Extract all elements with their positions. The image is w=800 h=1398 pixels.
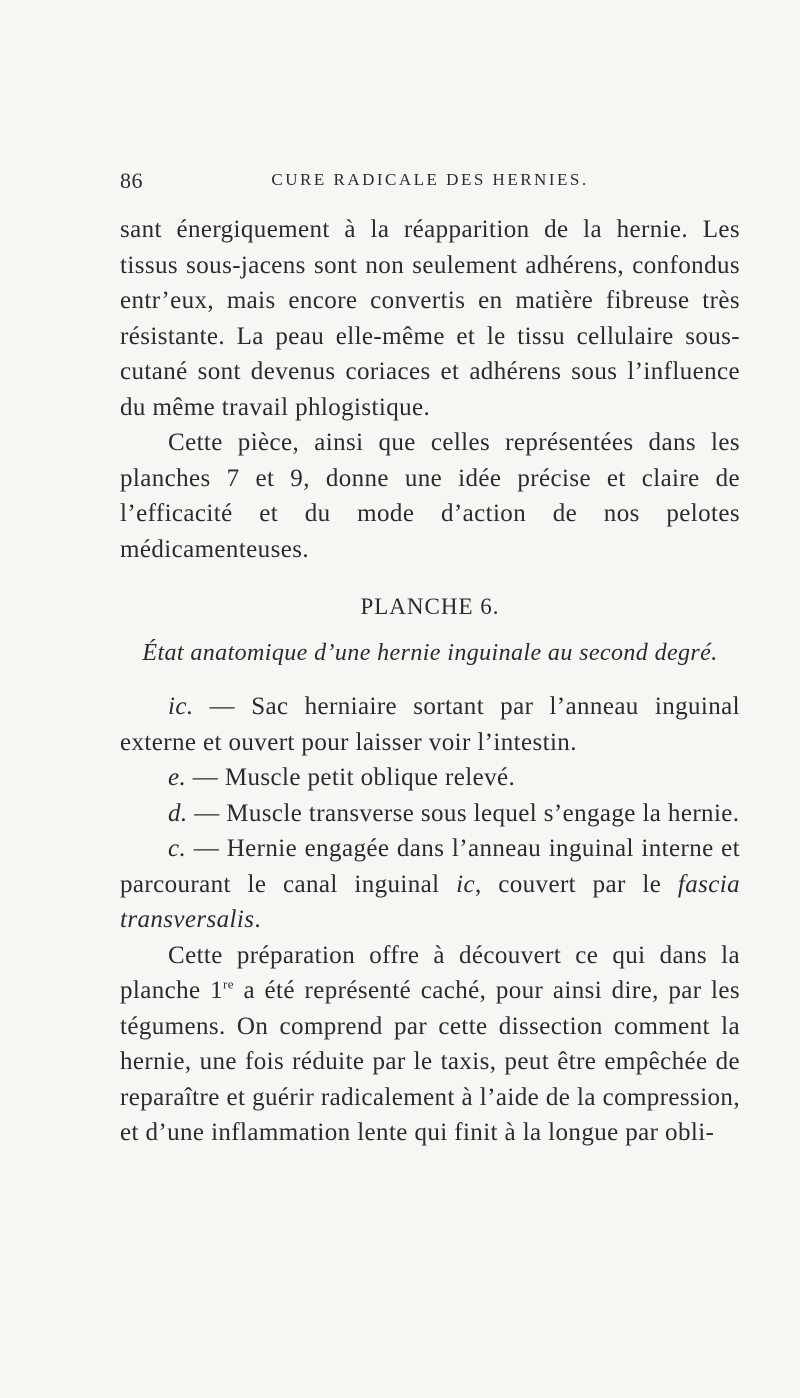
legend-entry-e (120, 760, 740, 796)
legend-text: . (254, 906, 262, 933)
closing-text: Cette préparation offre à découvert ce qui dans la planche 1 (120, 941, 740, 1004)
paragraph-continuation: sant énergiquement à la réapparition de la hernie. Les tissus sous-jacens sont non seulement adhérens, confondus entr’eux, mais encore convertis en matière fibreuse très résistante. La peau elle-même et le tissu cellulaire sous-cutané sont devenus coriaces et adhérens sous l’influence du même travail phlogistique. (120, 216, 740, 421)
legend-reference: ic (456, 870, 475, 898)
legend-entry-c (120, 831, 740, 938)
legend-entry-ic (120, 689, 740, 760)
legend-dash: — (193, 693, 252, 720)
page-number: 86 (120, 168, 143, 193)
paragraph-closing (120, 938, 740, 1151)
legend-text: Hernie engagée dans l’anneau inguinal interne et parcourant le canal inguinal (120, 835, 741, 898)
latin-term: fascia transversalis (120, 870, 740, 933)
page-body (120, 212, 740, 1151)
legend-key: c. (168, 835, 187, 862)
ordinal-superscript: re (223, 976, 234, 992)
legend-key: d. (168, 799, 188, 827)
legend-dash: — (186, 835, 227, 862)
legend-text: Sac herniaire sortant par l’anneau inguinal externe et ouvert pour laisser voir l’intestin. (120, 693, 740, 756)
paragraph-plates-reference: Cette pièce, ainsi que celles représentées dans les planches 7 et 9, donne une idée précise et claire de l’efficacité et du mode d’action de nos pelotes médicamenteuses. (120, 429, 740, 563)
legend-entry-d (120, 796, 740, 832)
page-header (120, 168, 740, 198)
running-title: CURE RADICALE DES HERNIES. (271, 170, 589, 189)
plate-title: PLANCHE 6. (360, 594, 500, 619)
plate-subtitle: État anatomique d’une hernie inguinale au second degré. (142, 640, 718, 666)
legend-dash: — (187, 799, 227, 827)
legend-dash: — (186, 764, 225, 791)
legend-key: e. (168, 764, 187, 791)
legend-key: ic. (168, 693, 194, 720)
closing-text: a été représenté caché, pour ainsi dire, par les tégumens. On comprend par cette dissection comment la hernie, une fois réduite par le taxis, peut être empêchée de reparaître et guérir radicalement à l’aide de la compression, et d’une inflammation lente qui finit à la longue par obli- (120, 977, 740, 1146)
legend-text: Muscle transverse sous lequel s’engage la hernie. (226, 799, 740, 827)
legend-text: Muscle petit oblique relevé. (224, 764, 516, 791)
legend-text: , couvert par le (474, 870, 678, 898)
